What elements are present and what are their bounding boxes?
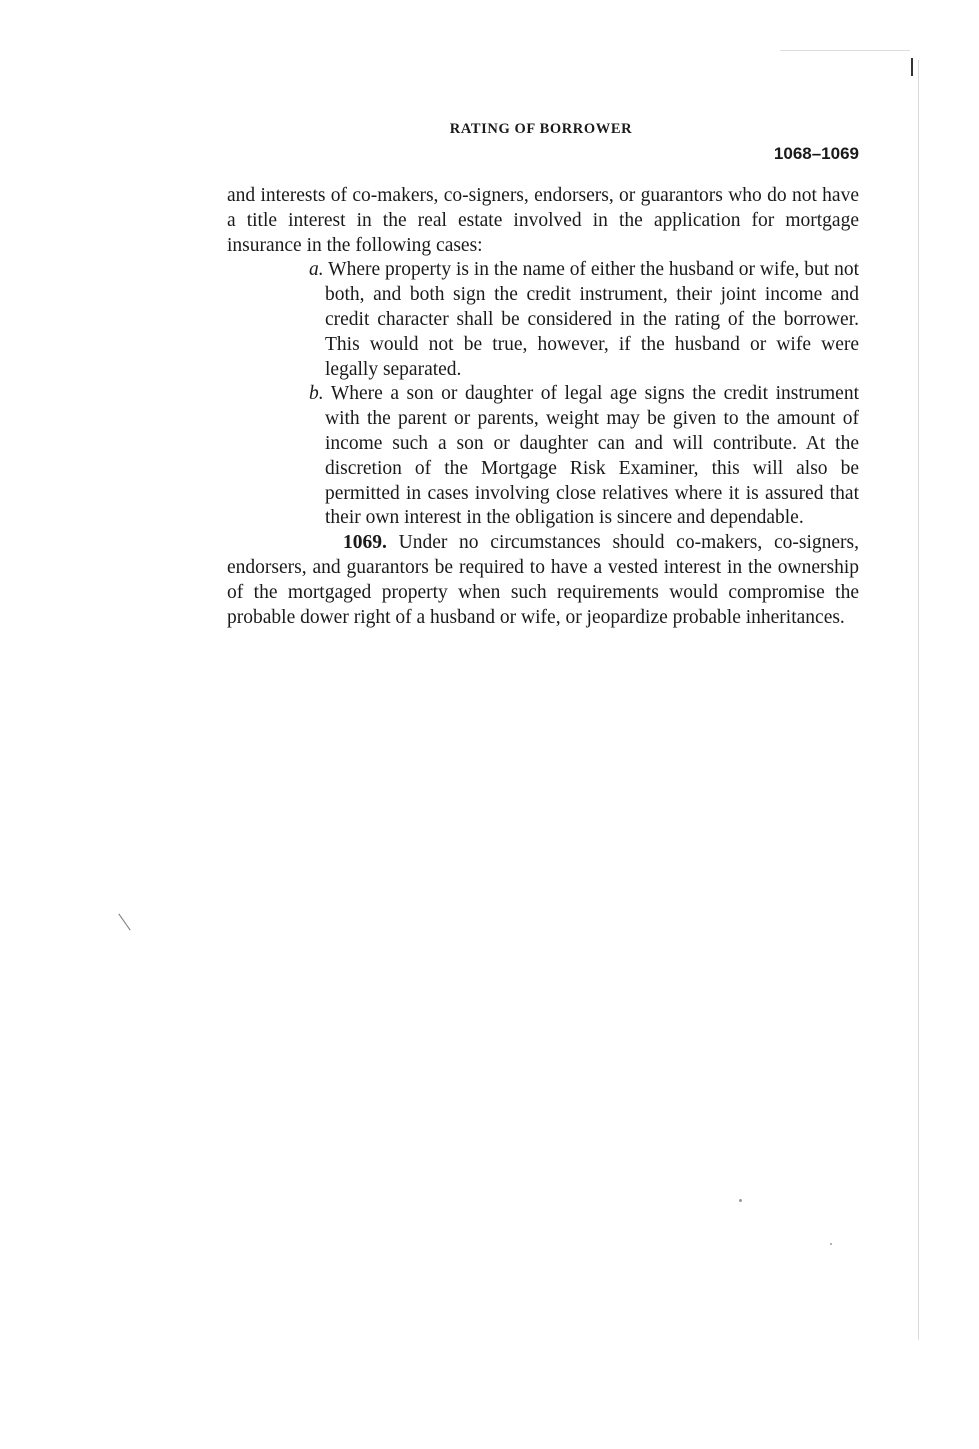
case-list	[227, 258, 859, 531]
scan-speck	[830, 1243, 832, 1245]
list-marker: a.	[309, 259, 324, 281]
running-title: RATING OF BORROWER	[449, 121, 633, 137]
scan-mark-top-right	[911, 58, 913, 76]
section-number: 1069.	[343, 532, 387, 554]
section-text: Under no circumstances should co-makers, co-signers, endorsers, and guarantors be required to have a vested interest in the ownership of the mortgaged property when such requirements would compromise the probable dower right of a husband or wife, or jeopardize probable inheritances.	[227, 532, 860, 628]
intro-paragraph: and interests of co-makers, co-signers, endorsers, or guarantors who do not have a title interest in the real estate involved in the application for mortgage insurance in the following cases:	[227, 185, 859, 256]
list-item-text: Where property is in the name of either the husband or wife, but not both, and both sign the credit instrument, their joint income and credit character shall be considered in the rating of the borrower. This would not be true, however, if the husband or wife were legally separated.	[325, 259, 860, 380]
scan-edge-top	[780, 50, 910, 51]
list-item-b	[227, 382, 859, 531]
scan-edge-right	[918, 60, 919, 1340]
list-item-a	[227, 258, 859, 382]
list-marker: b.	[309, 383, 324, 405]
section-range: 1068–1069	[773, 144, 859, 163]
list-item-text: Where a son or daughter of legal age signs the credit instrument with the parent or parents, weight may be given to the amount of income such a son or daughter can and will contribute. At the discretion of the Mortgage Risk Examiner, this will also be permitted in cases involving close relatives where it is assured that their own interest in the obligation is sincere and dependable.	[325, 383, 859, 529]
body-text	[227, 184, 859, 630]
scan-mark-left	[118, 914, 130, 931]
scan-speck	[739, 1199, 742, 1202]
section-1069-paragraph	[227, 531, 859, 630]
